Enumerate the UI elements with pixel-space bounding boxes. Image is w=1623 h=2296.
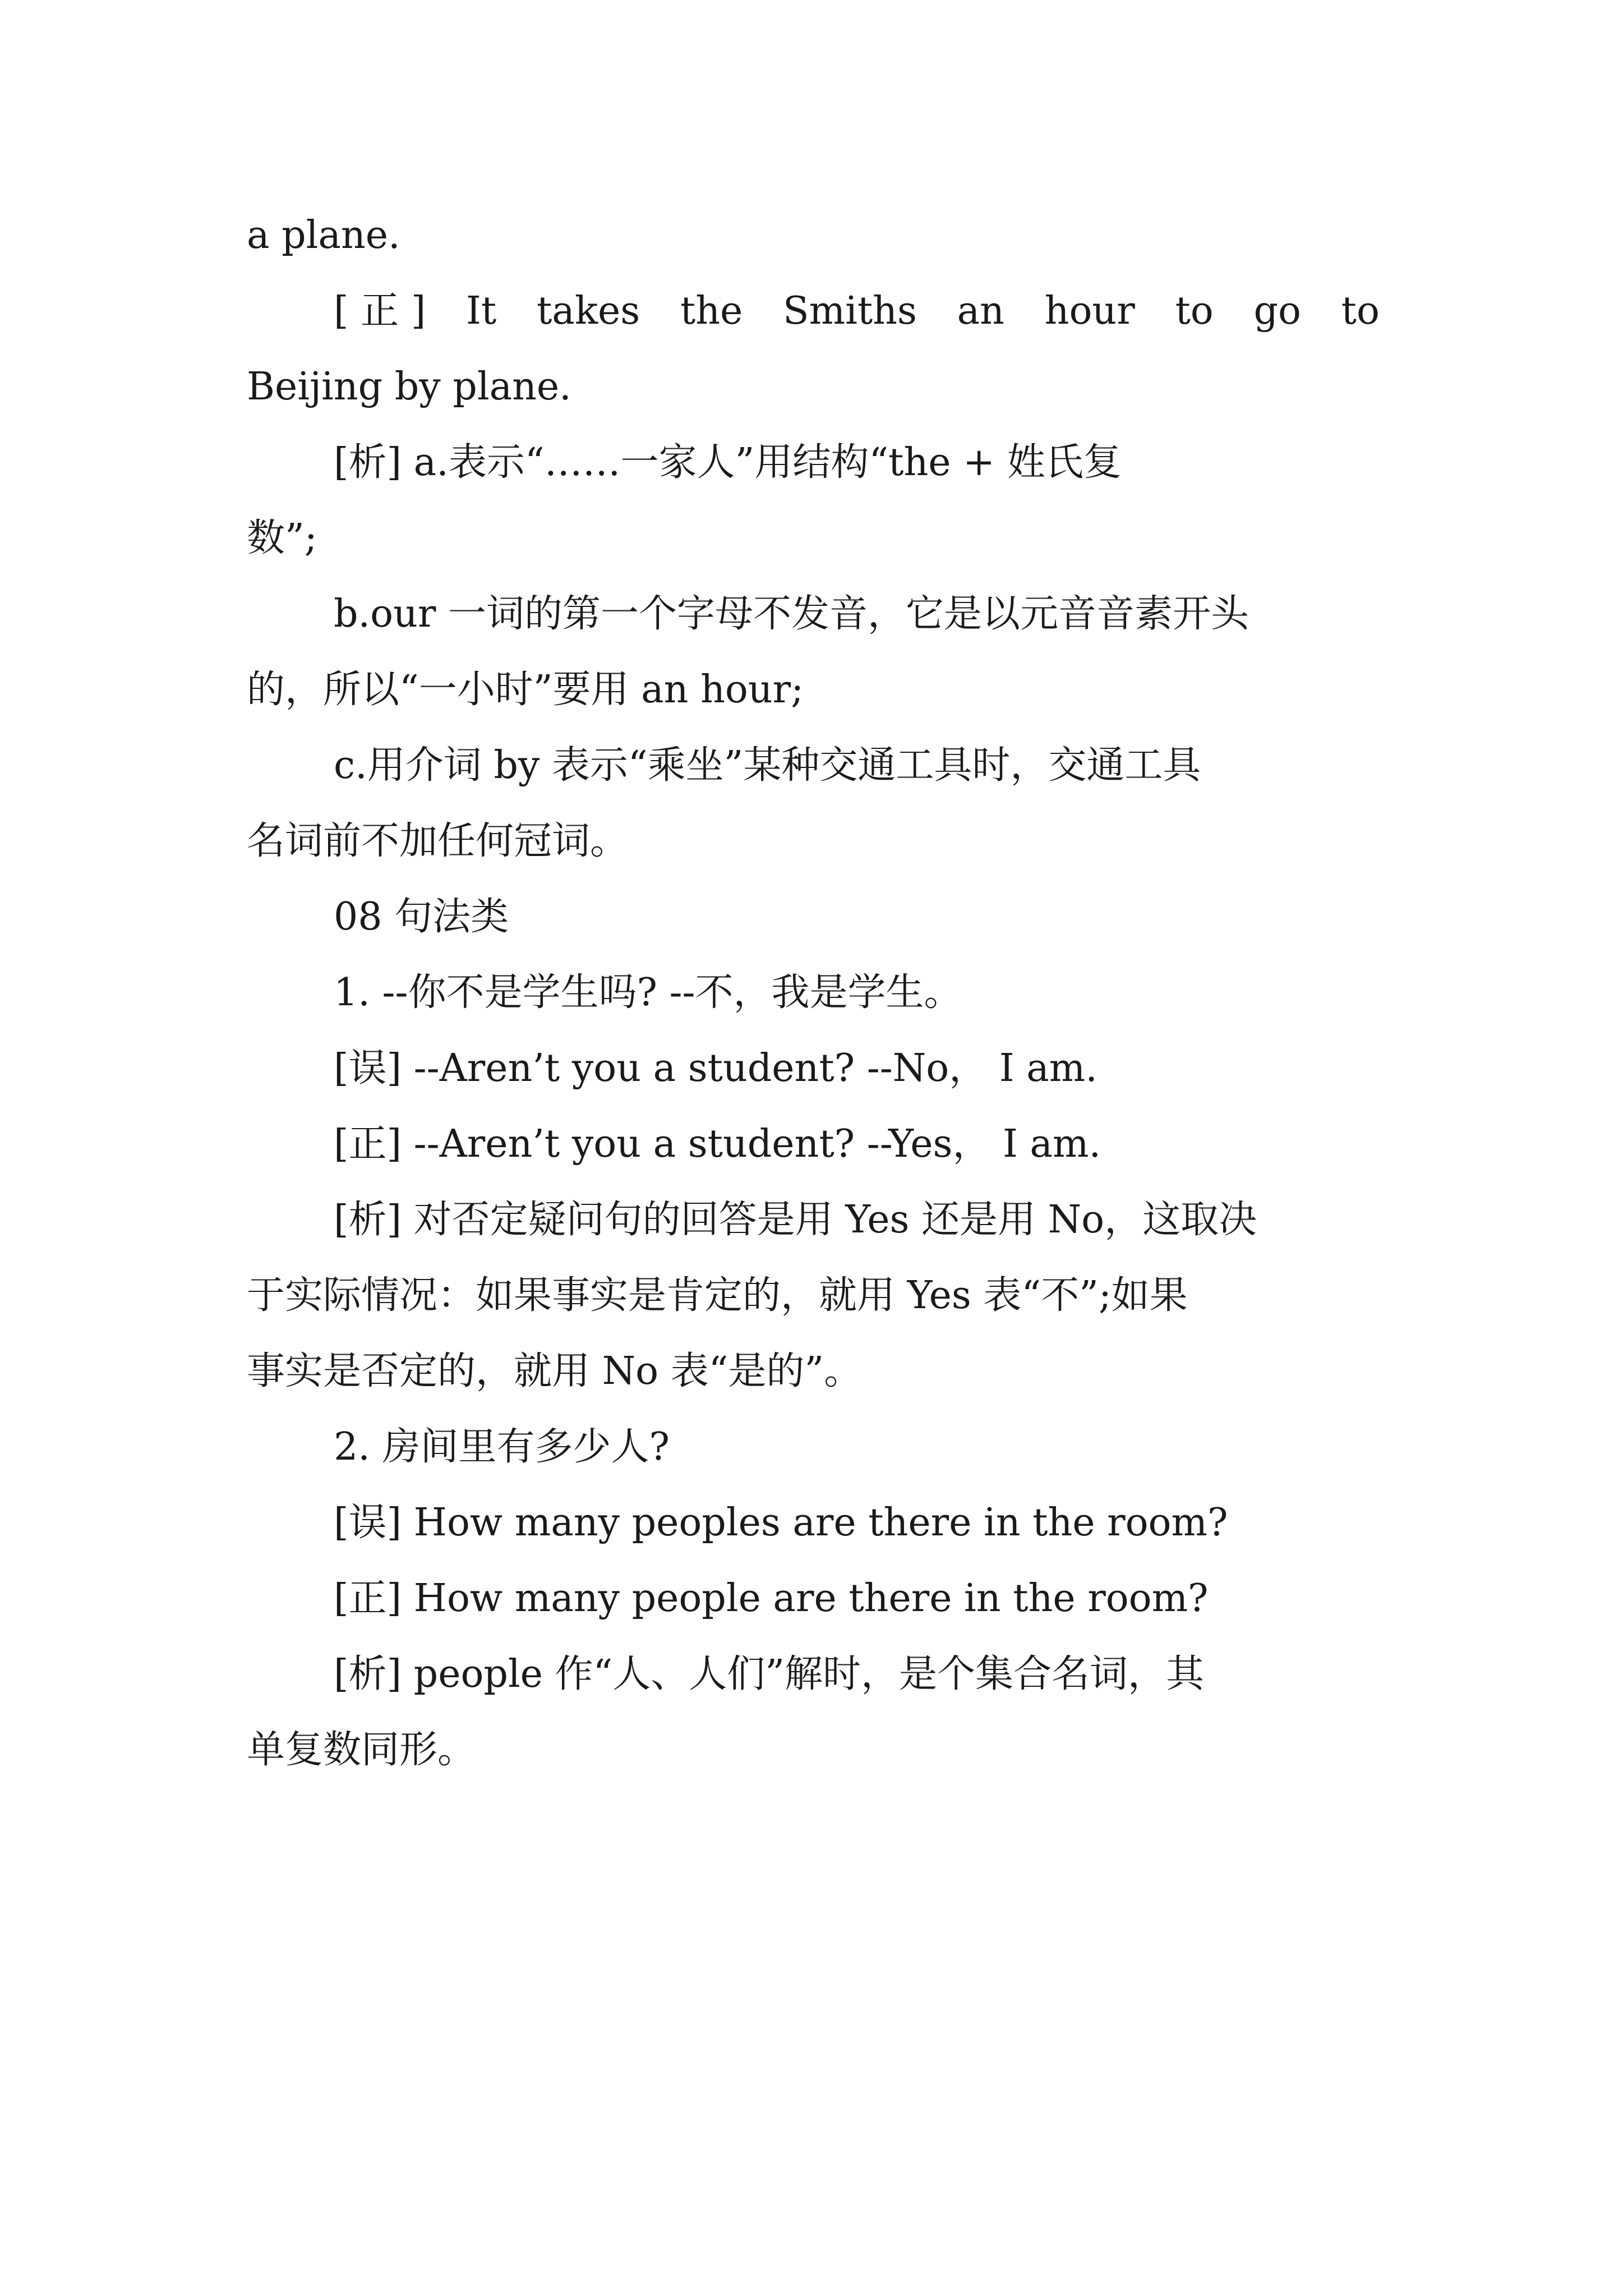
text-line-21: 单复数同形。 — [247, 1728, 476, 1772]
text-line-17: 2. 房间里有多少人? — [334, 1425, 670, 1469]
text-line-5: 数”; — [247, 516, 317, 560]
word: an — [957, 289, 1004, 333]
text-line-3: Beijing by plane. — [247, 365, 571, 409]
text-line-14: [析] 对否定疑问句的回答是用 Yes 还是用 No，这取决 — [334, 1198, 1257, 1242]
word: go — [1253, 289, 1301, 333]
text-line-9: 名词前不加任何冠词。 — [247, 819, 629, 863]
text-line-12: [误] --Aren’t you a student? --No， I am. — [334, 1046, 1098, 1091]
word: the — [680, 289, 743, 333]
word: to — [1175, 289, 1214, 333]
text-line-7: 的，所以“一小时”要用 an hour; — [247, 668, 804, 712]
section-heading: 08 句法类 — [334, 895, 509, 939]
text-line-1: a plane. — [247, 213, 400, 257]
text-line-6: b.our 一词的第一个字母不发音，它是以元音音素开头 — [334, 592, 1249, 636]
text-line-19: [正] How many people are there in the room? — [334, 1576, 1209, 1621]
text-line-16: 事实是否定的，就用 No 表“是的”。 — [247, 1349, 863, 1393]
text-line-18: [误] How many peoples are there in the room? — [334, 1501, 1228, 1545]
word: to — [1341, 289, 1380, 333]
text-line-15: 于实际情况：如果事实是肯定的，就用 Yes 表“不”;如果 — [247, 1273, 1188, 1318]
word: takes — [536, 289, 640, 333]
text-line-2-justified — [334, 289, 1380, 334]
word: hour — [1044, 289, 1135, 333]
word: It — [466, 289, 497, 333]
text-line-20: [析] people 作“人、人们”解时，是个集合名词，其 — [334, 1652, 1205, 1696]
text-line-11: 1. --你不是学生吗? --不，我是学生。 — [334, 970, 962, 1015]
text-line-8: c.用介词 by 表示“乘坐”某种交通工具时，交通工具 — [334, 743, 1201, 788]
text-line-13: [正] --Aren’t you a student? --Yes， I am. — [334, 1122, 1101, 1166]
word: Smiths — [783, 289, 917, 333]
word: [ 正 ] — [334, 289, 426, 333]
text-line-4: [析] a.表示“……一家人”用结构“the + 姓氏复 — [334, 440, 1122, 485]
